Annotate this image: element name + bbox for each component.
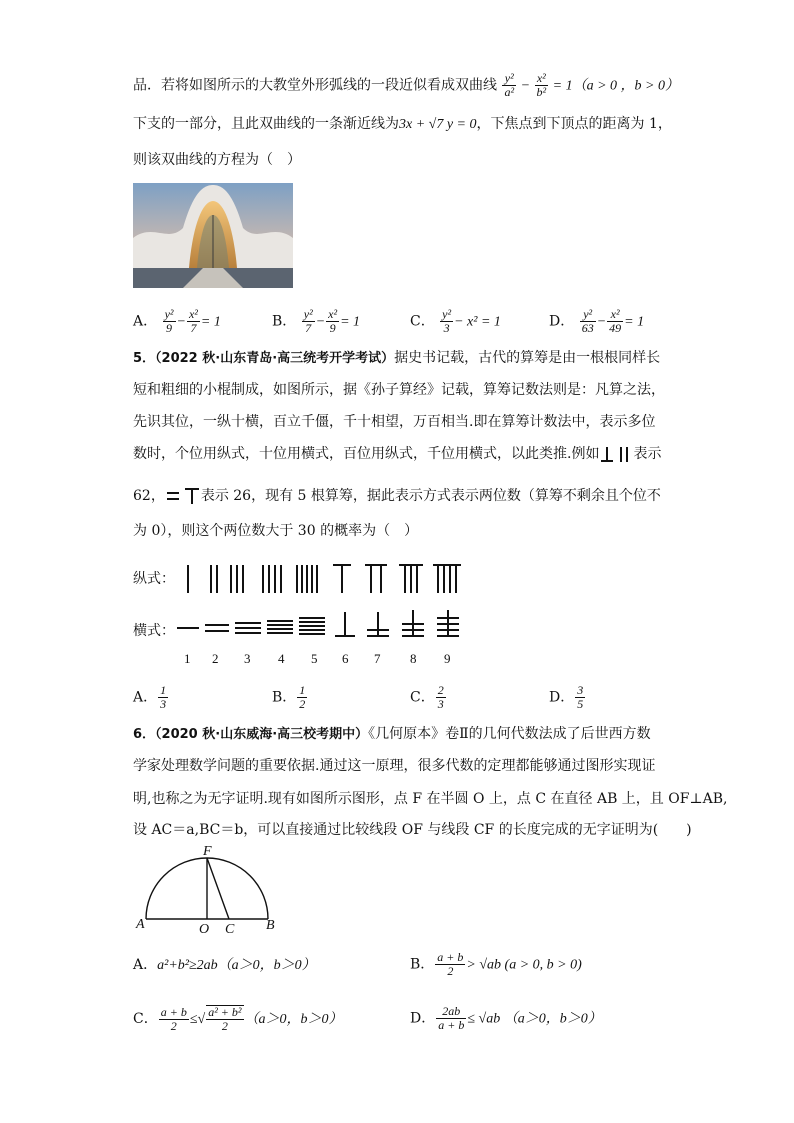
q6-c-den: 2 [170, 1018, 177, 1033]
q4-c-n1: y² [442, 307, 452, 321]
q4-b-d2: 9 [329, 321, 336, 335]
q6-option-d[interactable] [410, 1005, 602, 1032]
q5-option-c-label: C． [410, 689, 435, 706]
q4-option-d[interactable]: D． $\frac{\text{y²}}{63}$ − $\frac{\text{x²}}{49}$ = 1 [549, 307, 645, 335]
q6-line-1 [133, 724, 651, 745]
q4-d-n2: x² [607, 308, 623, 322]
q4-eq-frac-2: $\frac{\text{x²}}{\text{b²}}$ [536, 71, 547, 99]
q4-option-a[interactable]: A． $\frac{\text{y²}}{9}$ − $\frac{\text{x²}}{7}$ = 1 [133, 307, 221, 335]
q5-line-5 [133, 486, 661, 506]
q5-c-den: 3 [437, 697, 444, 711]
q6-b-num: a + b [437, 950, 464, 964]
q4-a-d1: 9 [166, 321, 173, 335]
q5-b-den: 2 [299, 697, 306, 711]
q4-line-2 [133, 114, 672, 135]
q5-l5a: 62， [133, 488, 165, 504]
q4-line-1-text: 品．若将如图所示的大教堂外形弧线的一段近似看成双曲线 [133, 77, 497, 94]
q4-a-n2: x² [188, 307, 198, 321]
rod-number-1: 1 [184, 651, 191, 666]
rod-number-9: 9 [444, 651, 451, 666]
q5-line-6: 为 0），则这个两位数大于 30 的概率为（ ） [133, 523, 419, 539]
rod-example-26-icon [165, 486, 201, 506]
q6-c-rden: 2 [221, 1019, 228, 1033]
q5-b-num: 1 [299, 683, 306, 697]
cathedral-photo [133, 183, 293, 288]
q4-option-c-label: C． [410, 313, 435, 330]
q4-asymptote: 3x + √7 y = 0 [399, 117, 477, 132]
q4-b-tail: = 1 [340, 314, 361, 330]
q6-source-heading: 6．（2020 秋·山东威海·高三校考期中） [133, 727, 369, 742]
q4-c-d1: 3 [443, 321, 450, 335]
q6-d-tail: ≤ √ab （a＞0，b＞0） [467, 1011, 602, 1027]
point-o-label: O [199, 922, 210, 937]
q5-option-c[interactable] [410, 684, 447, 711]
q5-line-1 [133, 348, 660, 369]
q5-d-num: 3 [577, 683, 584, 697]
q4-line-3: 则该双曲线的方程为（ ） [133, 152, 301, 168]
q4-b-n1: y² [303, 307, 313, 321]
rod-number-8: 8 [410, 651, 417, 666]
q4-b-d1: 7 [305, 321, 312, 335]
q6-option-b-label: B． [410, 956, 435, 973]
q5-a-num: 1 [160, 683, 167, 697]
q5-line-3: 先识其位，一纵十横，百立千僵，千十相望，万百相当.即在算筹计数法中，表示多位 [133, 414, 656, 430]
q4-b-n2: x² [328, 307, 338, 321]
q4-option-d-label: D． [549, 313, 575, 330]
q6-line-2: 学家处理数学问题的重要依据.通过这一原理，很多代数的定理都能够通过图形实现证 [133, 758, 656, 774]
q4-option-b-label: B． [272, 313, 297, 330]
q5-option-d[interactable] [549, 684, 586, 711]
q6-option-c-label: C． [133, 1011, 158, 1027]
q4-eq-frac-1: $\frac{\text{y²}}{\text{a²}}$ [504, 71, 515, 99]
point-b-label: B [266, 918, 275, 933]
q5-option-b-label: B． [272, 689, 297, 706]
rod-number-7: 7 [374, 651, 381, 666]
q6-c-tail: （a＞0，b＞0） [244, 1012, 343, 1027]
q4-option-a-label: A． [133, 313, 158, 330]
q5-l5b: 表示 26，现有 5 根算筹，据此表示方式表示两位数（算筹不剩余且个位不 [200, 488, 661, 504]
q6-b-den: 2 [447, 964, 454, 978]
q5-line-4 [133, 444, 661, 464]
q6-d-num: 2ab [436, 1005, 466, 1019]
vertical-rods [188, 565, 461, 593]
q5-line-2: 短和粗细的小棍制成，如图所示，据《孙子算经》记载，算筹记数法则是：凡算之法， [133, 382, 665, 398]
q5-source-heading: 5．（2022 秋·山东青岛·高三统考开学考试） [133, 351, 395, 366]
q4-d-d2: 49 [609, 321, 622, 335]
rod-number-2: 2 [212, 651, 219, 666]
q4-line-2a: 下支的一部分，且此双曲线的一条渐近线为 [133, 116, 399, 132]
q4-d-d1: 63 [581, 321, 594, 335]
rod-number-3: 3 [244, 651, 251, 666]
q4-option-b[interactable]: B． $\frac{\text{y²}}{7}$ − $\frac{\text{x²}}{9}$ = 1 [272, 307, 361, 335]
q6-l1: 《几何原本》卷Ⅱ的几何代数法成了后世西方数 [368, 726, 651, 742]
q4-a-n1: y² [164, 307, 174, 321]
q5-option-a-label: A． [133, 689, 158, 706]
q6-d-den: a + b [438, 1018, 465, 1032]
q6-option-d-label: D． [410, 1010, 436, 1027]
q6-line-3: 明,也称之为无字证明.现有如图所示图形，点 F 在半圆 O 上，点 C 在直径 AB 上，且 OF⊥AB, [133, 791, 728, 807]
q5-l4-end: 表示 [633, 446, 662, 462]
vertical-rods-label: 纵式： [133, 571, 175, 587]
q5-c-num: 2 [437, 683, 444, 697]
q6-option-b[interactable] [410, 951, 582, 978]
q4-c-mid: − x² = 1 [454, 314, 501, 330]
rod-example-62-icon [599, 444, 633, 464]
q5-l4: 数时，个位用纵式，十位用横式，百位用纵式，千位用横式，以此类推.例如 [133, 446, 600, 462]
q4-a-tail: = 1 [200, 314, 221, 330]
q5-option-a[interactable] [133, 684, 169, 711]
rod-number-6: 6 [342, 651, 349, 666]
counting-rods-figure [175, 560, 475, 650]
point-c-label: C [225, 922, 235, 937]
horizontal-rods [177, 610, 459, 636]
q5-option-d-label: D． [549, 689, 575, 706]
point-a-label: A [136, 917, 145, 932]
q4-d-tail: = 1 [624, 314, 645, 330]
horizontal-rods-label: 横式： [133, 623, 175, 639]
rod-number-4: 4 [278, 651, 285, 666]
q5-l1: 据史书记载，古代的算筹是由一根根同样长 [394, 350, 661, 366]
q4-d-n1: y² [580, 308, 596, 322]
q4-line-2b: ，下焦点到下顶点的距离为 1， [476, 116, 672, 132]
q6-b-tail: > √ab (a > 0, b > 0) [466, 957, 582, 973]
q6-option-a-label: A． [133, 957, 158, 973]
q5-a-den: 3 [160, 697, 167, 711]
q6-c-mid: ≤ [189, 1012, 198, 1027]
point-f-label: F [203, 844, 212, 859]
q6-line-4: 设 AC＝a,BC＝b，可以直接通过比较线段 OF 与线段 CF 的长度完成的无字证明为( ) [133, 822, 692, 838]
q6-option-a[interactable] [133, 955, 316, 976]
q4-option-c[interactable] [410, 308, 501, 335]
q6-c-rnum: a² + b² [208, 1005, 242, 1019]
q6-option-c[interactable]: C． $\frac{a + b}{2}$ ≤√ $\frac{\text{a² + b²}}{2}$ （a＞0，b＞0） [133, 1004, 343, 1033]
q6-c-num: a + b [160, 1004, 187, 1019]
q4-a-d2: 7 [190, 321, 197, 335]
q5-d-den: 5 [577, 697, 584, 711]
rod-number-5: 5 [311, 651, 318, 666]
q6-option-a-text: a²+b²≥2ab（a＞0，b＞0） [157, 958, 316, 973]
q4-line-1: 品．若将如图所示的大教堂外形弧线的一段近似看成双曲线 $\frac{\text{y²}}{\text{a²}}$ − $\frac{\text{x²}}{\text{b²}}$ = 1（a > 0 ，b > 0） [133, 71, 679, 99]
q5-option-b[interactable] [272, 684, 308, 711]
